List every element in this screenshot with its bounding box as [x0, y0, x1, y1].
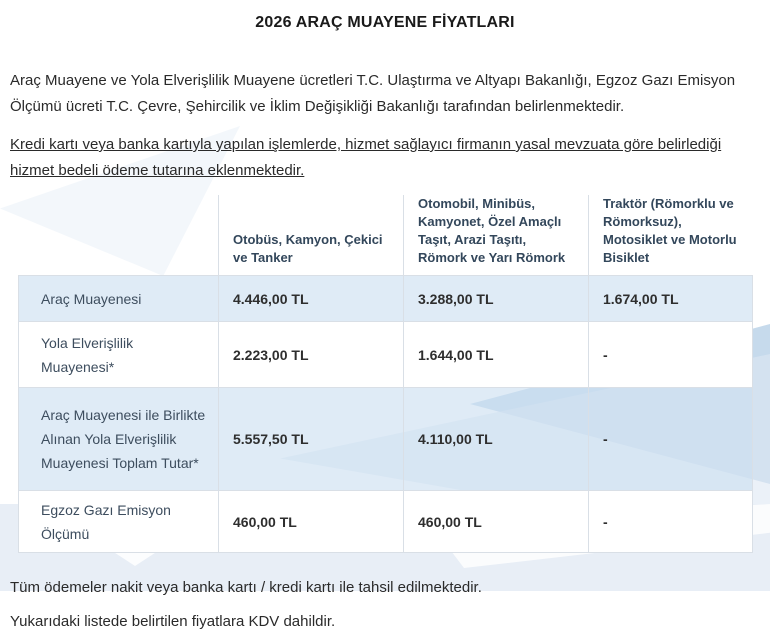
- table-row: [19, 276, 753, 322]
- table-row: [19, 322, 753, 388]
- price-cell: 1.644,00 TL: [404, 322, 589, 388]
- price-cell: 460,00 TL: [404, 491, 589, 553]
- price-cell: -: [589, 491, 753, 553]
- price-cell: 3.288,00 TL: [404, 276, 589, 322]
- table-header-row: [19, 195, 753, 276]
- payment-note: Tüm ödemeler nakit veya banka kartı / kredi kartı ile tahsil edilmektedir.: [10, 579, 482, 596]
- column-header-car-minibus: Otomobil, Minibüs, Kamyonet, Özel Amaçlı Taşıt, Arazi Taşıtı, Römork ve Yarı Römork: [404, 195, 589, 276]
- row-label: Egzoz Gazı Emisyon Ölçümü: [19, 491, 219, 553]
- price-cell: 5.557,50 TL: [219, 388, 404, 491]
- price-cell: 2.223,00 TL: [219, 322, 404, 388]
- price-cell: 4.446,00 TL: [219, 276, 404, 322]
- price-cell: 4.110,00 TL: [404, 388, 589, 491]
- page-title: 2026 ARAÇ MUAYENE FİYATLARI: [255, 14, 515, 31]
- row-label: Araç Muayenesi ile Birlikte Alınan Yola Elverişlilik Muayenesi Toplam Tutar*: [19, 388, 219, 491]
- row-label: Araç Muayenesi: [19, 276, 219, 322]
- price-cell: 460,00 TL: [219, 491, 404, 553]
- table-row: [19, 388, 753, 491]
- price-table: [18, 195, 753, 553]
- price-cell: 1.674,00 TL: [589, 276, 753, 322]
- card-fee-note: Kredi kartı veya banka kartıyla yapılan işlemlerde, hizmet sağlayıcı firmanın yasal mevzuata göre belirlediği hizmet bedeli ödeme tutarına eklenmektedir.: [10, 136, 722, 179]
- column-header-tractor-motorcycle: Traktör (Römorklu ve Römorksuz), Motosiklet ve Motorlu Bisiklet: [589, 195, 753, 276]
- price-cell: -: [589, 388, 753, 491]
- column-header-bus-truck: Otobüs, Kamyon, Çekici ve Tanker: [219, 195, 404, 276]
- intro-paragraph: Araç Muayene ve Yola Elverişlilik Muayene ücretleri T.C. Ulaştırma ve Altyapı Bakanlığı, Egzoz Gazı Emisyon Ölçümü ücreti T.C. Çevre, Şehircilik ve İklim Değişikliği Bakanlığı tarafından belirlenmektedir.: [10, 72, 736, 115]
- vat-note: Yukarıdaki listede belirtilen fiyatlara KDV dahildir.: [10, 613, 336, 630]
- table-row: [19, 491, 753, 553]
- column-header-empty: [19, 195, 219, 276]
- row-label: Yola Elverişlilik Muayenesi*: [19, 322, 219, 388]
- price-cell: -: [589, 322, 753, 388]
